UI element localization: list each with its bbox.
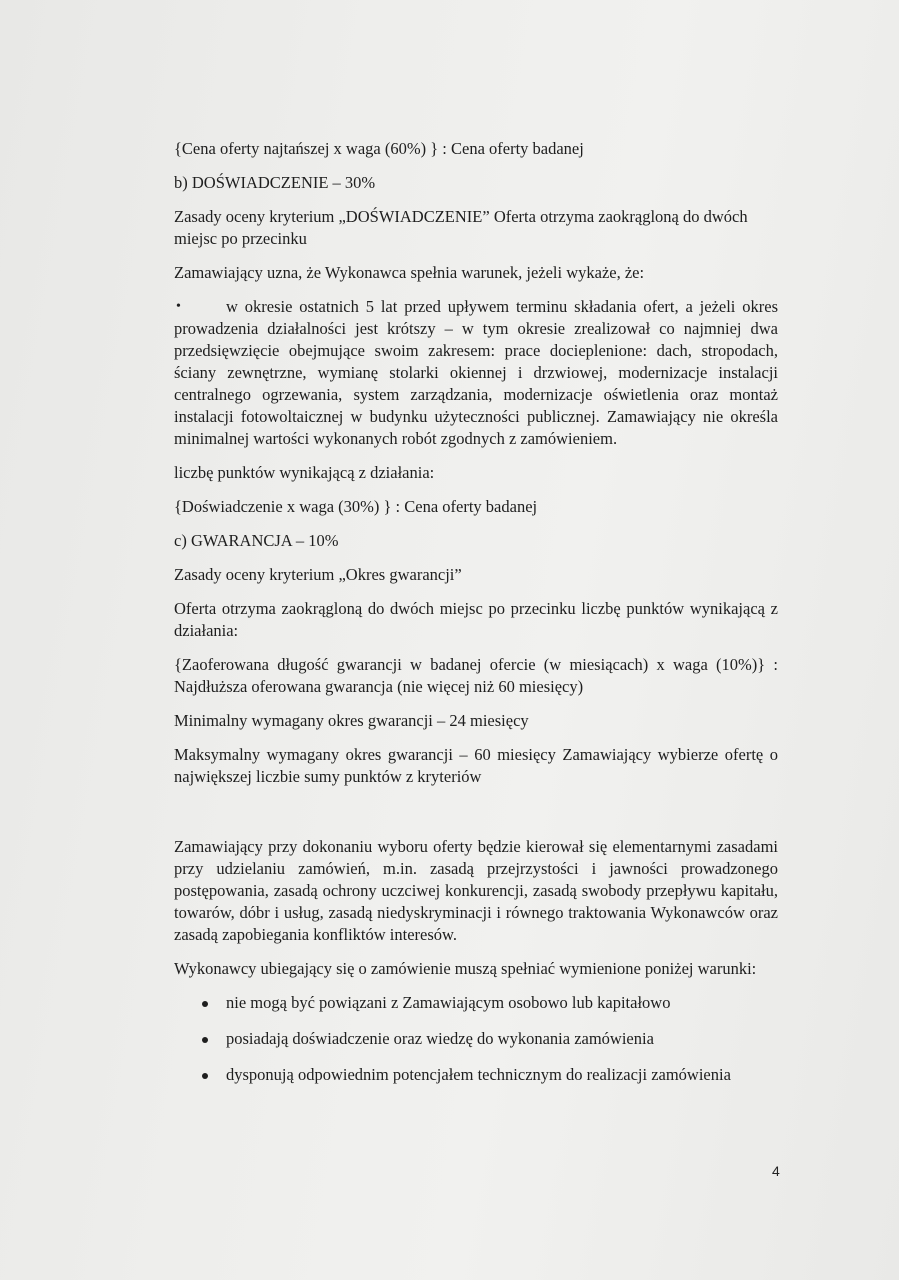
warranty-min: Minimalny wymagany okres gwarancji – 24 miesięcy [174, 711, 529, 730]
condition-bullet-paragraph [174, 296, 778, 450]
bullet-marker: • [176, 299, 181, 314]
bullet-dot-icon [202, 1073, 208, 1079]
requirements-list [174, 992, 778, 1086]
formula-warranty: {Zaoferowana długość gwarancji w badanej ofercie (w miesiącach) x waga (10%)} : Najdłuższa oferowana gwarancja (nie więcej niż 60 miesięcy) [174, 655, 778, 696]
heading-experience: b) DOŚWIADCZENIE – 30% [174, 173, 376, 192]
warranty-rounding: Oferta otrzyma zaokrągloną do dwóch miejsc po przecinku liczbę punktów wynikającą z działania: [174, 599, 778, 640]
list-item [174, 1028, 778, 1050]
requirement-text: nie mogą być powiązani z Zamawiającym osobowo lub kapitałowo [226, 993, 671, 1012]
list-item [174, 1064, 778, 1086]
bullet-dot-icon [202, 1001, 208, 1007]
document-body [174, 138, 778, 1100]
requirement-text: posiadają doświadczenie oraz wiedzę do wykonania zamówienia [226, 1029, 654, 1048]
formula-price: {Cena oferty najtańszej x waga (60%) } : Cena oferty badanej [174, 139, 584, 158]
page-number: 4 [772, 1163, 780, 1179]
section-spacer [174, 800, 778, 836]
principles-paragraph: Zamawiający przy dokonaniu wyboru oferty będzie kierował się elementarnymi zasadami przy udzielaniu zamówień, m.in. zasadą przejrzystości i jawności prowadzonego postępowania, zasadą ochrony uczciwej konkurencji, zasadą swobody przepływu kapitału, towarów, dóbr i usług, zasadą niedyskryminacji i równego traktowania Wykonawców oraz zasadą zapobiegania konfliktów interesów. [174, 837, 778, 944]
formula-experience: {Doświadczenie x waga (30%) } : Cena oferty badanej [174, 497, 538, 516]
bullet-dot-icon [202, 1037, 208, 1043]
requirement-text: dysponują odpowiednim potencjałem technicznym do realizacji zamówienia [226, 1065, 731, 1084]
condition-intro: Zamawiający uzna, że Wykonawca spełnia warunek, jeżeli wykaże, że: [174, 263, 645, 282]
warranty-max: Maksymalny wymagany okres gwarancji – 60 miesięcy Zamawiający wybierze ofertę o największej liczbie sumy punktów z kryteriów [174, 745, 778, 786]
list-item [174, 992, 778, 1014]
requirements-intro: Wykonawcy ubiegający się o zamówienie muszą spełniać wymienione poniżej warunki: [174, 959, 757, 978]
condition-bullet-text: w okresie ostatnich 5 lat przed upływem terminu składania ofert, a jeżeli okres prowadzenia działalności jest krótszy – w tym okresie zrealizował co najmniej dwa przedsięwzięcie obejmujące swoim zakresem: prace docieplenione: dach, stropodach, ściany zewnętrzne, wymianę stolarki okiennej i drzwiowej, modernizacje instalacji centralnego ogrzewania, system zarządzania, modernizacje oświetlenia oraz montaż instalacji fotowoltaicznej w budynku użyteczności publicznej. Zamawiający nie określa minimalnej wartości wykonanych robót zgodnych z zamówieniem. [174, 297, 778, 448]
experience-rules: Zasady oceny kryterium „DOŚWIADCZENIE” Oferta otrzyma zaokrągloną do dwóch miejsc po przecinku [174, 207, 748, 248]
warranty-rules: Zasady oceny kryterium „Okres gwarancji” [174, 565, 462, 584]
heading-warranty: c) GWARANCJA – 10% [174, 531, 339, 550]
points-intro: liczbę punktów wynikającą z działania: [174, 463, 435, 482]
